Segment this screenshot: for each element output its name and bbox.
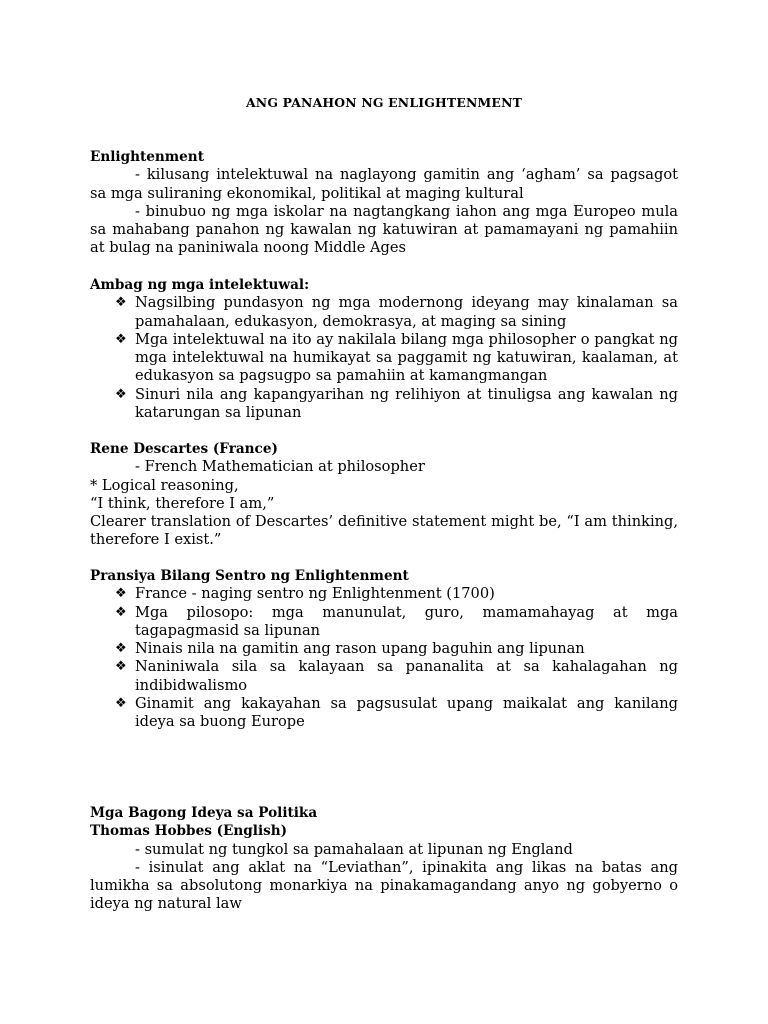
- section-heading: Enlightenment: [90, 149, 204, 165]
- diamond-bullet-icon: ❖: [115, 696, 127, 712]
- diamond-bullet-icon: ❖: [115, 386, 127, 402]
- list-item: ❖ Naniniwala sila sa kalayaan sa pananalita at sa kahalagahan ng indibidwalismo: [115, 658, 678, 694]
- paragraph-line: - French Mathematician at philosopher: [135, 458, 425, 476]
- paragraph-line: - binubuo ng mga iskolar na nagtangkang iahon ang mga Europeo mula sa mahabang panahon ng kawalan ng katuwiran at pamamayani ng pamahiin at bulag na paniniwala noong Middle Ages: [90, 202, 678, 257]
- section-heading: Pransiya Bilang Sentro ng Enlightenment: [90, 568, 409, 584]
- section-pransiya: [90, 567, 678, 732]
- list-item: ❖ France - naging sentro ng Enlightenment (1700): [115, 585, 495, 603]
- list-item: ❖ Ninais nila na gamitin ang rason upang baguhin ang lipunan: [115, 640, 585, 658]
- list-item: ❖ Nagsilbing pundasyon ng mga modernong ideyang may kinalaman sa pamahalaan, edukasyon, demokrasya, at maging sa sining: [115, 294, 678, 330]
- list-item: ❖ Mga pilosopo: mga manunulat, guro, mamamahayag at mga tagapagmasid sa lipunan: [115, 603, 678, 639]
- list-item: ❖ Sinuri nila ang kapangyarihan ng relihiyon at tinuligsa ang kawalan ng katarungan sa lipunan: [115, 385, 678, 422]
- section-enlightenment: [90, 148, 678, 258]
- bullet-list: [90, 585, 678, 731]
- document-title: ANG PANAHON NG ENLIGHTENMENT: [245, 95, 523, 110]
- paragraph-line: Clearer translation of Descartes’ definitive statement might be, “I am thinking, therefore I exist.”: [90, 513, 678, 549]
- paragraph-line: * Logical reasoning,: [90, 476, 239, 494]
- diamond-bullet-icon: ❖: [115, 586, 127, 602]
- paragraph-line: - isinulat ang aklat na “Leviathan”, ipinakita ang likas na batas ang lumikha sa absolutong monarkiya na pinakamagandang anyo ng gobyerno o ideya ng natural law: [90, 858, 678, 913]
- paragraph-line: - sumulat ng tungkol sa pamahalaan at lipunan ng England: [135, 840, 573, 858]
- section-heading: Ambag ng mga intelektuwal:: [90, 277, 310, 293]
- paragraph-line: - kilusang intelektuwal na naglayong gamitin ang ‘agham’ sa pagsagot sa mga suliraning ekonomikal, politikal at maging kultural: [90, 166, 678, 202]
- section-heading: Rene Descartes (France): [90, 441, 278, 457]
- diamond-bullet-icon: ❖: [115, 659, 127, 675]
- list-item: ❖ Mga intelektuwal na ito ay nakilala bilang mga philosopher o pangkat ng mga intelektuwal na humikayat sa paggamit ng katuwiran, kaalaman, at edukasyon sa pagsugpo sa pamahiin at kamangmangan: [115, 330, 678, 385]
- diamond-bullet-icon: ❖: [115, 331, 127, 347]
- section-subheading: Thomas Hobbes (English): [90, 823, 288, 840]
- diamond-bullet-icon: ❖: [115, 295, 127, 311]
- section-heading: Mga Bagong Ideya sa Politika: [90, 805, 318, 821]
- section-ambag: [90, 276, 678, 422]
- diamond-bullet-icon: ❖: [115, 641, 127, 657]
- section-politika: [90, 804, 678, 914]
- bullet-list: [90, 294, 678, 422]
- section-descartes: [90, 440, 678, 550]
- diamond-bullet-icon: ❖: [115, 604, 127, 620]
- list-item: ❖ Ginamit ang kakayahan sa pagsusulat upang maikalat ang kanilang ideya sa buong Europe: [115, 695, 678, 731]
- quote-line: “I think, therefore I am,”: [90, 494, 275, 512]
